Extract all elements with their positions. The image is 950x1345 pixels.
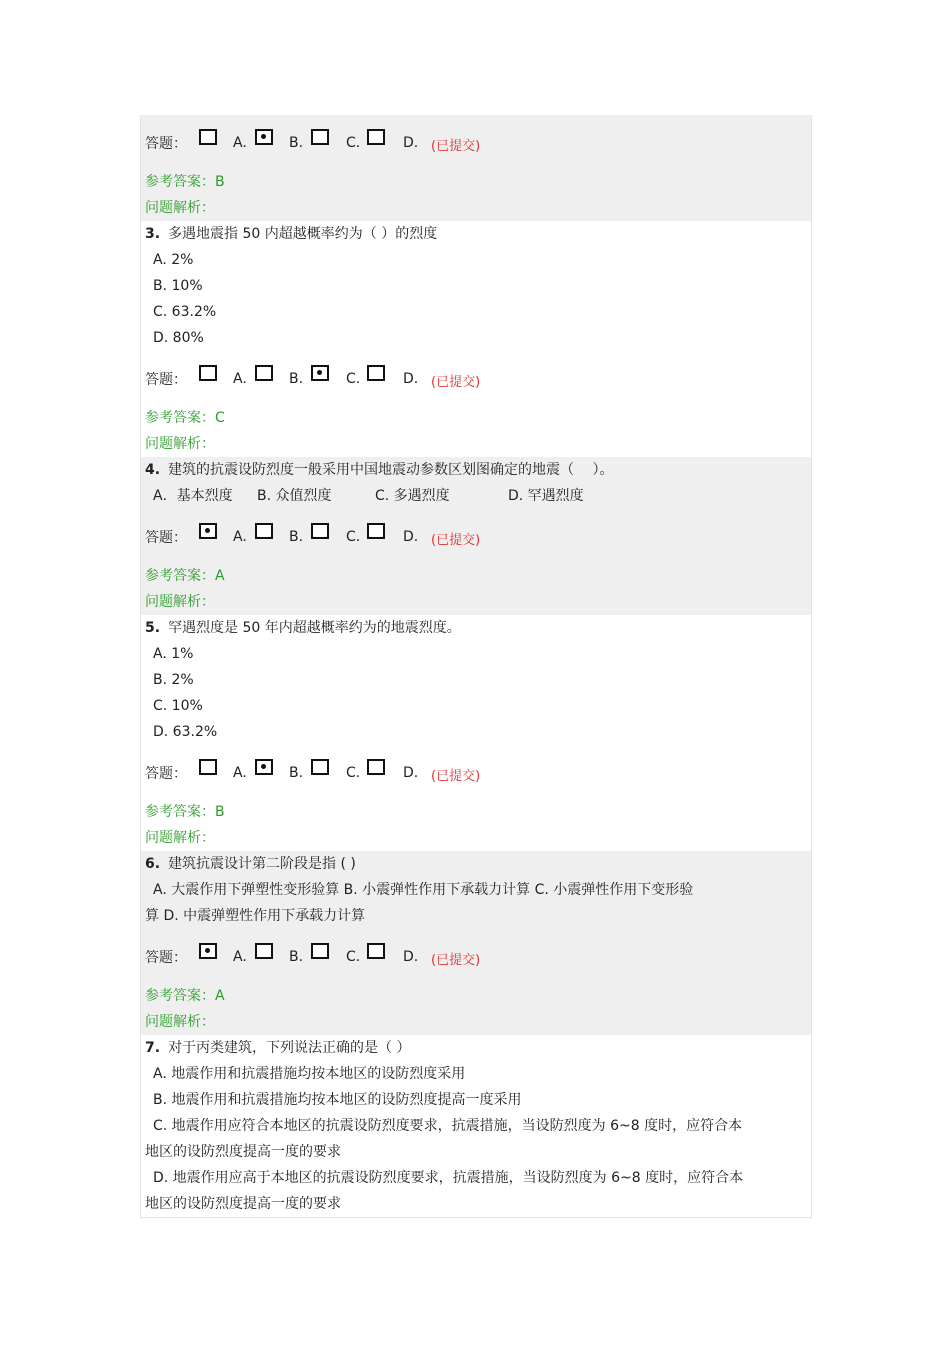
option-label-a: A. [233,529,247,545]
option-label-b: B. [289,949,304,965]
radio-option-b[interactable] [309,757,331,779]
option-label-a: A. [233,765,247,781]
analysis-label: 问题解析： [145,594,215,610]
answer-row [141,115,811,169]
radio-option-c[interactable] [365,757,387,779]
options-line-2: 算 D. 中震弹塑性作用下承载力计算 [145,908,366,924]
options-line [141,483,811,509]
option-a: A．基本烈度 [153,488,233,504]
option-label-a: A. [233,135,247,151]
question-2-answer-block [141,115,811,221]
radio-option-b[interactable] [309,363,331,385]
options-line-1: A. 大震作用下弹塑性变形验算 B. 小震弹性作用下承载力计算 C. 小震弹性作用下变形验 [153,882,694,898]
radio-option-c[interactable] [365,941,387,963]
option-a: A. 1% [153,646,194,662]
analysis-label: 问题解析： [145,436,215,452]
question-4-block [141,457,811,615]
reference-answer: 参考答案：A [145,568,225,584]
option-label-c: C. [346,949,361,965]
answer-row [141,509,811,563]
option-label-a: A. [233,949,247,965]
option-label-c: C. [346,135,361,151]
radio-blank[interactable] [197,363,219,385]
option-label-b: B. [289,135,304,151]
option-label-d: D. [403,529,419,545]
submitted-status: (已提交) [431,375,481,390]
question-3-block [141,221,811,457]
radio-option-a[interactable] [253,757,275,779]
option-a: A. 2% [153,252,194,268]
option-label-b: B. [289,529,304,545]
radio-option-b[interactable] [309,941,331,963]
option-b: B. 2% [153,672,194,688]
radio-blank[interactable] [197,127,219,149]
answer-row [141,745,811,799]
option-label-c: C. [346,765,361,781]
option-a: A. 地震作用和抗震措施均按本地区的设防烈度采用 [153,1066,466,1082]
option-c-line-1: C. 地震作用应符合本地区的抗震设防烈度要求，抗震措施，当设防烈度为 6~8 度时，应符合本 [153,1118,743,1134]
option-label-d: D. [403,765,419,781]
submitted-status: (已提交) [431,769,481,784]
reference-answer: 参考答案：C [145,410,225,426]
option-d-line-2: 地区的设防烈度提高一度的要求 [145,1196,341,1212]
option-b: B. 10% [153,278,203,294]
option-b: B. 众值烈度 [257,488,332,504]
answer-row [141,351,811,405]
quiz-content [140,115,812,1218]
answer-label: 答题： [145,766,187,782]
question-5-block [141,615,811,851]
radio-option-c[interactable] [365,127,387,149]
option-d: D. 63.2% [153,724,218,740]
question-6-block [141,851,811,1035]
answer-label: 答题： [145,950,187,966]
option-c: C. 10% [153,698,203,714]
question-title: 5. 罕遇烈度是 50 年内超越概率约为的地震烈度。 [145,620,461,636]
question-7-block [141,1035,811,1217]
option-label-a: A. [233,371,247,387]
question-title: 4. 建筑的抗震设防烈度一般采用中国地震动参数区划图确定的地震（ ）。 [145,462,614,478]
option-b: B. 地震作用和抗震措施均按本地区的设防烈度提高一度采用 [153,1092,522,1108]
radio-blank[interactable] [197,757,219,779]
submitted-status: (已提交) [431,533,481,548]
radio-option-a[interactable] [253,521,275,543]
reference-answer: 参考答案：B [145,174,225,190]
option-label-c: C. [346,529,361,545]
radio-blank[interactable] [197,941,219,963]
radio-option-b[interactable] [309,127,331,149]
analysis-label: 问题解析： [145,1014,215,1030]
question-title: 7. 对于丙类建筑，下列说法正确的是（ ） [145,1040,411,1056]
radio-option-b[interactable] [309,521,331,543]
option-label-d: D. [403,135,419,151]
radio-option-a[interactable] [253,127,275,149]
option-label-d: D. [403,949,419,965]
radio-option-c[interactable] [365,363,387,385]
option-c: C. 多遇烈度 [375,488,450,504]
option-d-line-1: D. 地震作用应高于本地区的抗震设防烈度要求，抗震措施，当设防烈度为 6~8 度时，应符合本 [153,1170,744,1186]
radio-option-a[interactable] [253,363,275,385]
option-d: D. 罕遇烈度 [508,488,584,504]
option-c-line-2: 地区的设防烈度提高一度的要求 [145,1144,341,1160]
option-label-c: C. [346,371,361,387]
answer-label: 答题： [145,136,187,152]
radio-option-a[interactable] [253,941,275,963]
reference-answer: 参考答案：B [145,804,225,820]
radio-blank[interactable] [197,521,219,543]
question-title: 3. 多遇地震指 50 内超越概率约为（ ）的烈度 [145,226,438,242]
analysis-label: 问题解析： [145,200,215,216]
option-c: C. 63.2% [153,304,217,320]
answer-label: 答题： [145,530,187,546]
question-title: 6. 建筑抗震设计第二阶段是指 ( ) [145,856,356,872]
submitted-status: (已提交) [431,953,481,968]
answer-label: 答题： [145,372,187,388]
option-d: D. 80% [153,330,204,346]
radio-option-c[interactable] [365,521,387,543]
reference-answer: 参考答案：A [145,988,225,1004]
option-label-b: B. [289,371,304,387]
option-label-d: D. [403,371,419,387]
submitted-status: (已提交) [431,139,481,154]
answer-row [141,929,811,983]
analysis-label: 问题解析： [145,830,215,846]
option-label-b: B. [289,765,304,781]
